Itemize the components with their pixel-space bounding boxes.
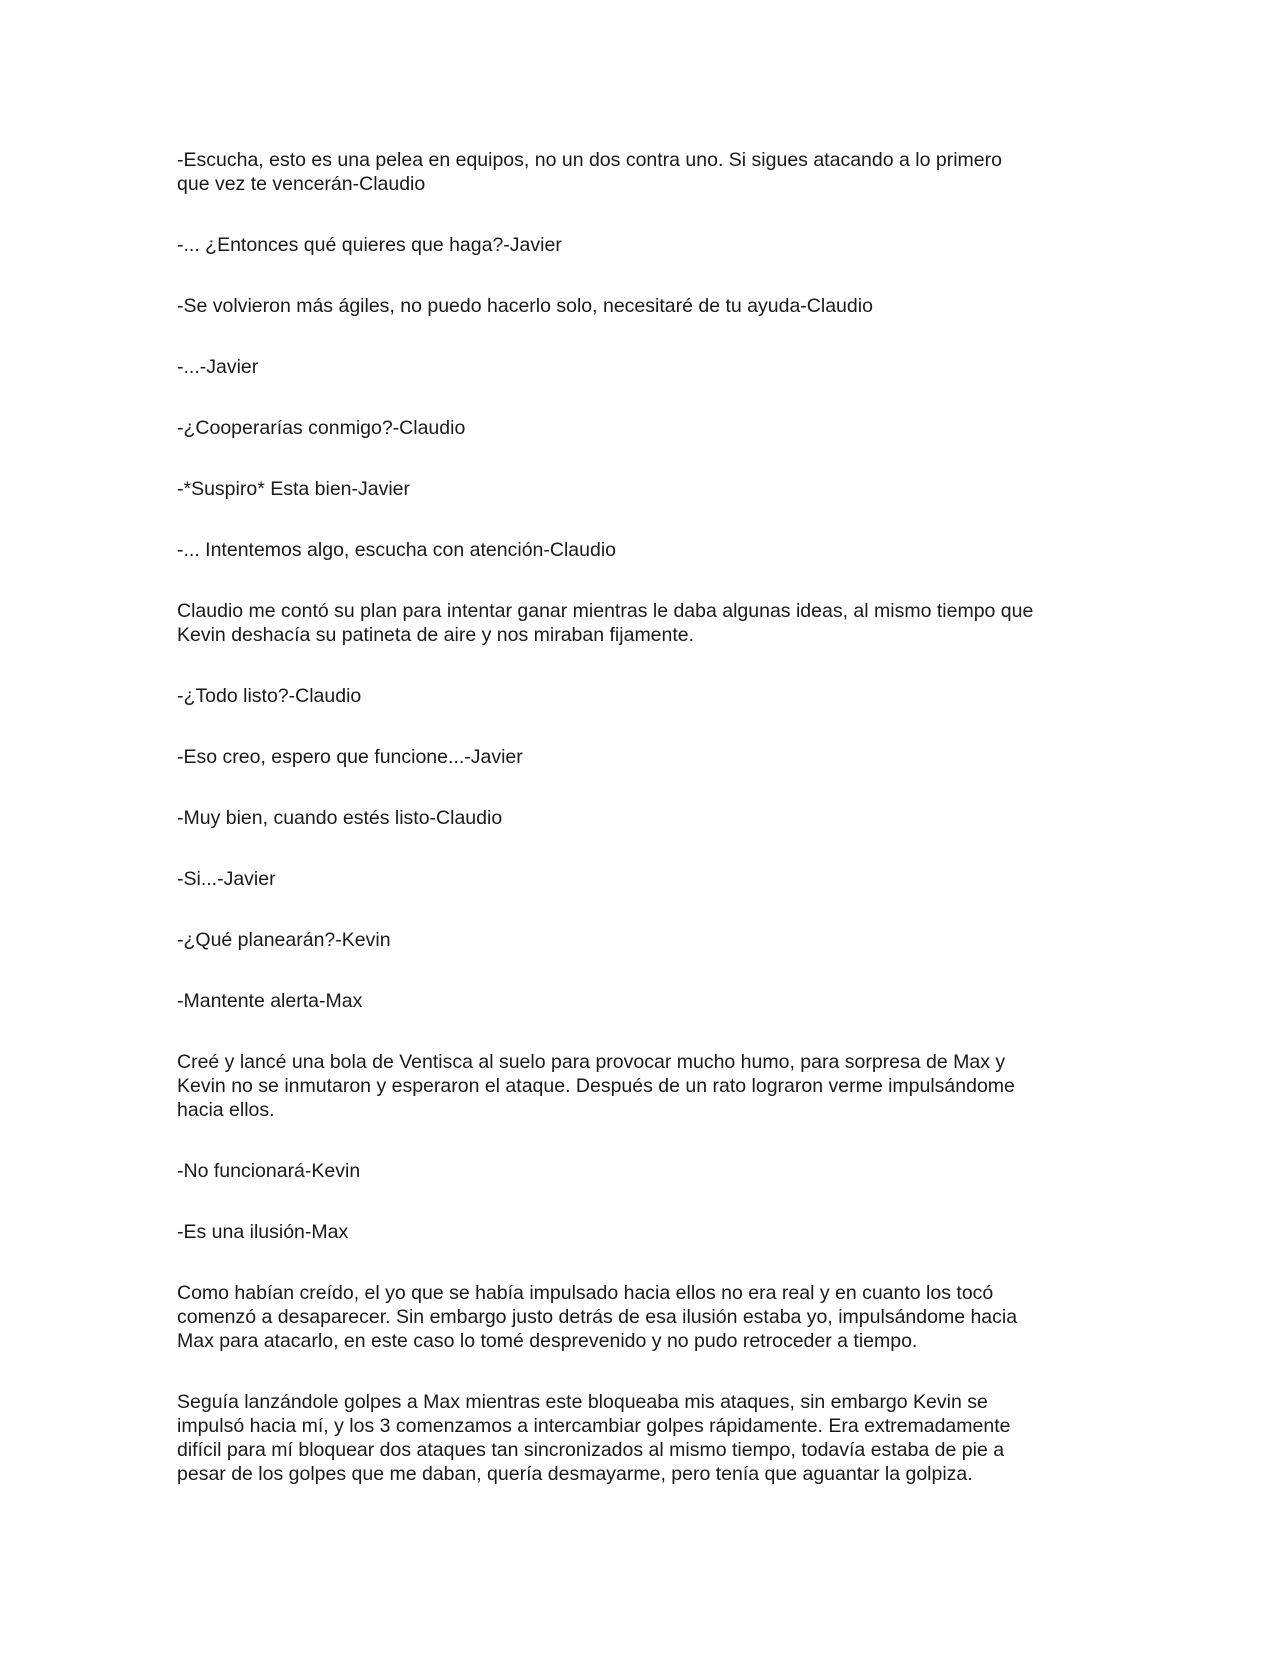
dialogue-line: -¿Qué planearán?-Kevin — [177, 929, 391, 951]
narration-paragraph: Creé y lancé una bola de Ventisca al suelo para provocar mucho humo, para sorpresa de Max y Kevin no se inmutaron y esperaron el ataque. Después de un rato lograron verme impulsándome hacia ellos. — [177, 1051, 1015, 1121]
dialogue-line: -*Suspiro* Esta bien-Javier — [177, 478, 411, 500]
dialogue-line: -... Intentemos algo, escucha con atención-Claudio — [177, 539, 617, 561]
dialogue-line: -¿Todo listo?-Claudio — [177, 685, 362, 707]
dialogue-line: -Si...-Javier — [177, 868, 276, 890]
dialogue-line: -...-Javier — [177, 356, 259, 378]
dialogue-line: -Muy bien, cuando estés listo-Claudio — [177, 807, 503, 829]
dialogue-line: -Mantente alerta-Max — [177, 990, 363, 1012]
dialogue-line: -Escucha, esto es una pelea en equipos, no un dos contra uno. Si sigues atacando a lo primero que vez te vencerán-Claudio — [177, 149, 1002, 195]
dialogue-line: -¿Cooperarías conmigo?-Claudio — [177, 417, 466, 439]
narration-paragraph: Seguía lanzándole golpes a Max mientras este bloqueaba mis ataques, sin embargo Kevin se impulsó hacia mí, y los 3 comenzamos a intercambiar golpes rápidamente. Era extremadamente difícil para mí bloquear dos ataques tan sincronizados al mismo tiempo, todavía estaba de pie a pesar de los golpes que me daban, quería desmayarme, pero tenía que aguantar la golpiza. — [177, 1391, 1011, 1485]
dialogue-line: -No funcionará-Kevin — [177, 1160, 361, 1182]
dialogue-line: -Eso creo, espero que funcione...-Javier — [177, 746, 523, 768]
narration-paragraph: Como habían creído, el yo que se había impulsado hacia ellos no era real y en cuanto los tocó comenzó a desaparecer. Sin embargo justo detrás de esa ilusión estaba yo, impulsándome hacia Max para atacarlo, en este caso lo tomé desprevenido y no pudo retroceder a tiempo. — [177, 1282, 1018, 1352]
document-body — [177, 148, 1117, 1523]
narration-paragraph: Claudio me contó su plan para intentar ganar mientras le daba algunas ideas, al mismo tiempo que Kevin deshacía su patineta de aire y nos miraban fijamente. — [177, 600, 1034, 646]
dialogue-line: -Es una ilusión-Max — [177, 1221, 349, 1243]
dialogue-line: -Se volvieron más ágiles, no puedo hacerlo solo, necesitaré de tu ayuda-Claudio — [177, 295, 873, 317]
dialogue-line: -... ¿Entonces qué quieres que haga?-Javier — [177, 234, 562, 256]
